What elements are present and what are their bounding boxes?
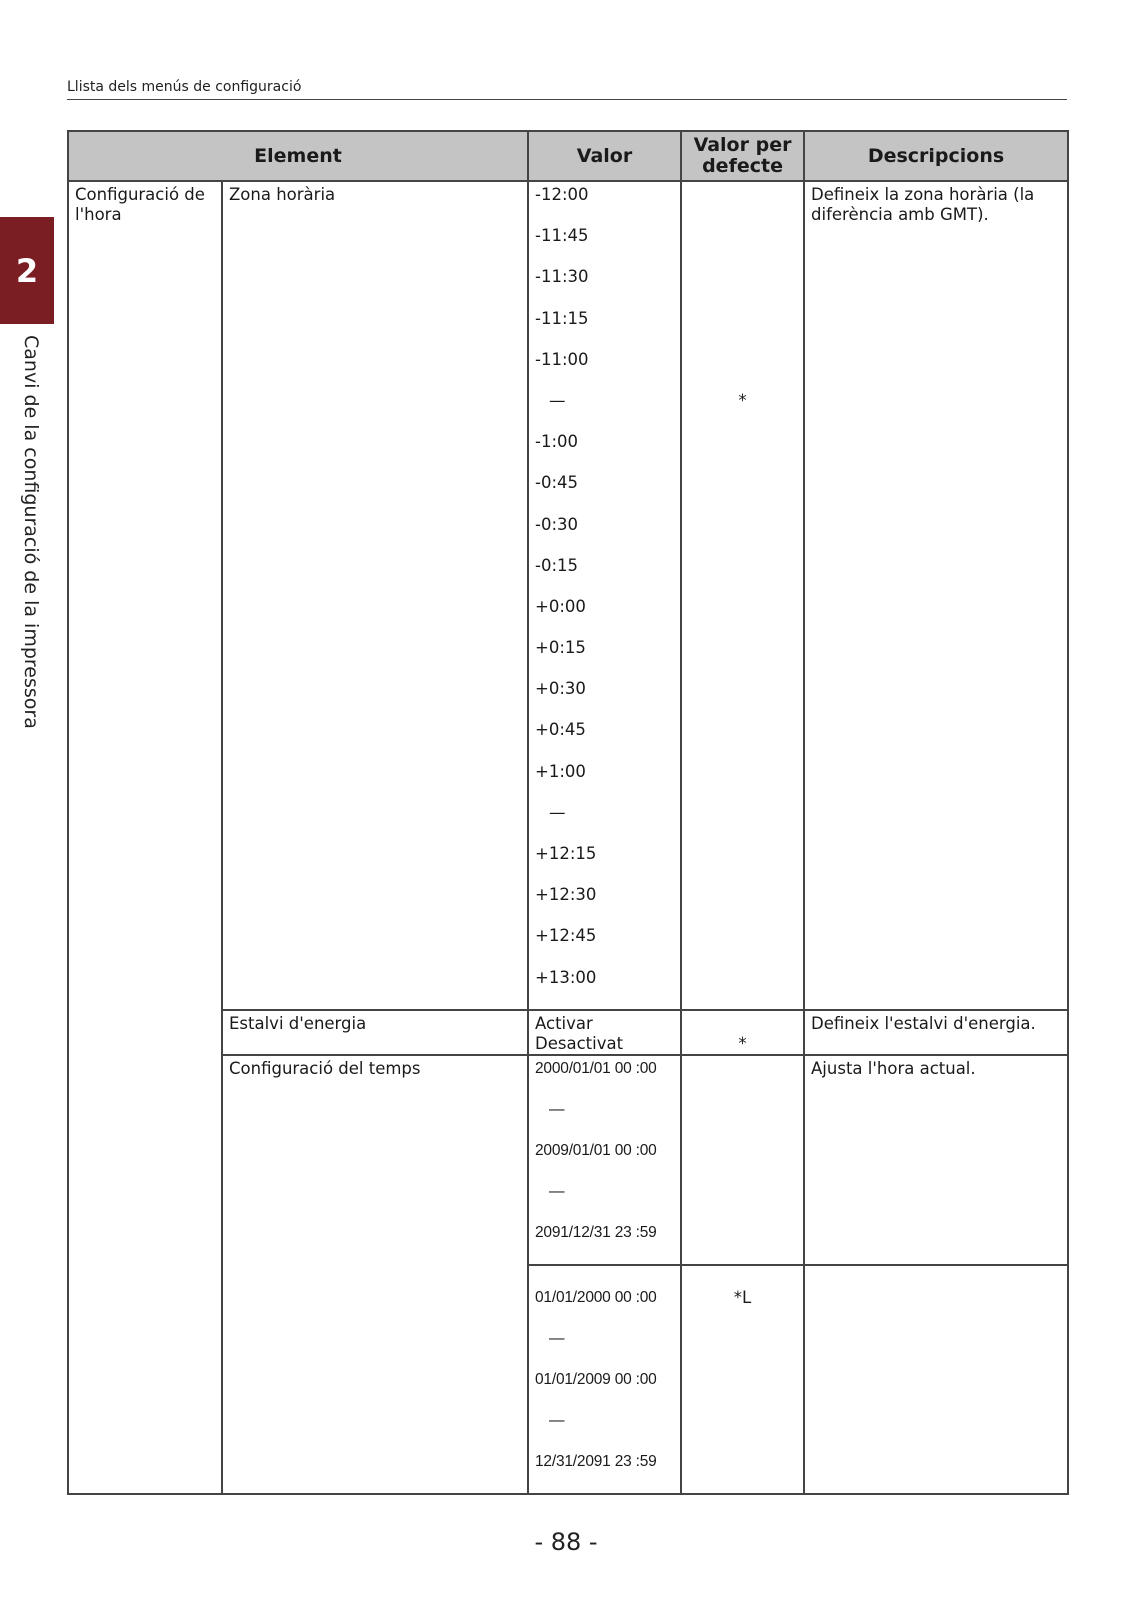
value-item: 01/01/2000 00 :00 <box>535 1288 657 1306</box>
table-row <box>68 181 1068 1010</box>
header-valor: Valor <box>528 131 681 181</box>
value-item: 2000/01/01 00 :00 <box>535 1059 657 1077</box>
chapter-number: 2 <box>15 251 39 290</box>
value-item: — <box>549 1100 565 1118</box>
value-item: 2091/12/31 23 :59 <box>535 1223 657 1241</box>
item-estalvi-energia: Estalvi d'energia <box>222 1010 528 1055</box>
value-item: — <box>549 390 566 410</box>
value-item: — <box>549 1329 565 1347</box>
value-item: — <box>549 1182 565 1200</box>
item-zona-horaria: Zona horària <box>222 181 528 1010</box>
value-list <box>535 1014 674 1054</box>
desc-configuracio-temps: Ajusta l'hora actual. <box>804 1055 1068 1265</box>
default-temps-b: *L <box>681 1265 804 1494</box>
value-item: +1:00 <box>535 761 586 781</box>
running-header: Llista dels menús de configuració <box>67 79 302 95</box>
chapter-tab <box>0 217 54 324</box>
settings-table <box>67 130 1069 1495</box>
value-item: -0:30 <box>535 514 579 534</box>
value-list <box>535 1059 674 1264</box>
value-item: +12:45 <box>535 926 597 946</box>
values-temps-a <box>528 1055 681 1265</box>
values-zona-horaria <box>528 181 681 1010</box>
value-item: +0:15 <box>535 638 586 658</box>
header-valor-per-defecte: Valor per defecte <box>681 131 804 181</box>
value-item: +0:45 <box>535 720 586 740</box>
values-estalvi-energia <box>528 1010 681 1055</box>
item-configuracio-temps: Configuració del temps <box>222 1055 528 1494</box>
chapter-title: Canvi de la configuració de la impressora <box>20 335 42 729</box>
value-item: 01/01/2009 00 :00 <box>535 1370 657 1388</box>
value-item: -0:45 <box>535 473 579 493</box>
desc-zona-horaria: Defineix la zona horària (la diferència amb GMT). <box>804 181 1068 1010</box>
values-temps-b <box>528 1265 681 1494</box>
value-item: -0:15 <box>535 555 579 575</box>
value-list <box>535 185 674 1009</box>
value-item: 12/31/2091 23 :59 <box>535 1452 657 1470</box>
default-zona-horaria <box>681 181 804 1010</box>
header-element: Element <box>68 131 528 181</box>
desc-estalvi-energia: Defineix l'estalvi d'energia. <box>804 1010 1068 1055</box>
value-item: +12:30 <box>535 885 597 905</box>
header-rule <box>67 99 1067 100</box>
value-item: +0:30 <box>535 679 586 699</box>
value-item: +13:00 <box>535 967 597 987</box>
table-header-row <box>68 131 1068 181</box>
group-cell: Configuració de l'hora <box>68 181 222 1494</box>
value-item: -11:15 <box>535 308 589 328</box>
value-item: -11:30 <box>535 267 589 287</box>
default-mark: * <box>738 1033 747 1053</box>
value-item: -12:00 <box>535 185 589 204</box>
value-list <box>535 1288 674 1493</box>
default-estalvi-energia <box>681 1010 804 1055</box>
value-item: -11:45 <box>535 226 589 246</box>
value-item: — <box>549 1411 565 1429</box>
value-item: +0:00 <box>535 596 586 616</box>
value-item: 2009/01/01 00 :00 <box>535 1141 657 1159</box>
value-item: Activar <box>535 1013 593 1033</box>
header-descripcions: Descripcions <box>804 131 1068 181</box>
value-item: Desactivat <box>535 1033 624 1053</box>
desc-temps-b <box>804 1265 1068 1494</box>
default-temps-a <box>681 1055 804 1265</box>
value-item: — <box>549 802 566 822</box>
default-mark: * <box>738 390 747 410</box>
value-item: -11:00 <box>535 349 589 369</box>
page-number: - 88 - <box>534 1528 598 1556</box>
value-item: +12:15 <box>535 844 597 863</box>
value-item: -1:00 <box>535 432 579 452</box>
